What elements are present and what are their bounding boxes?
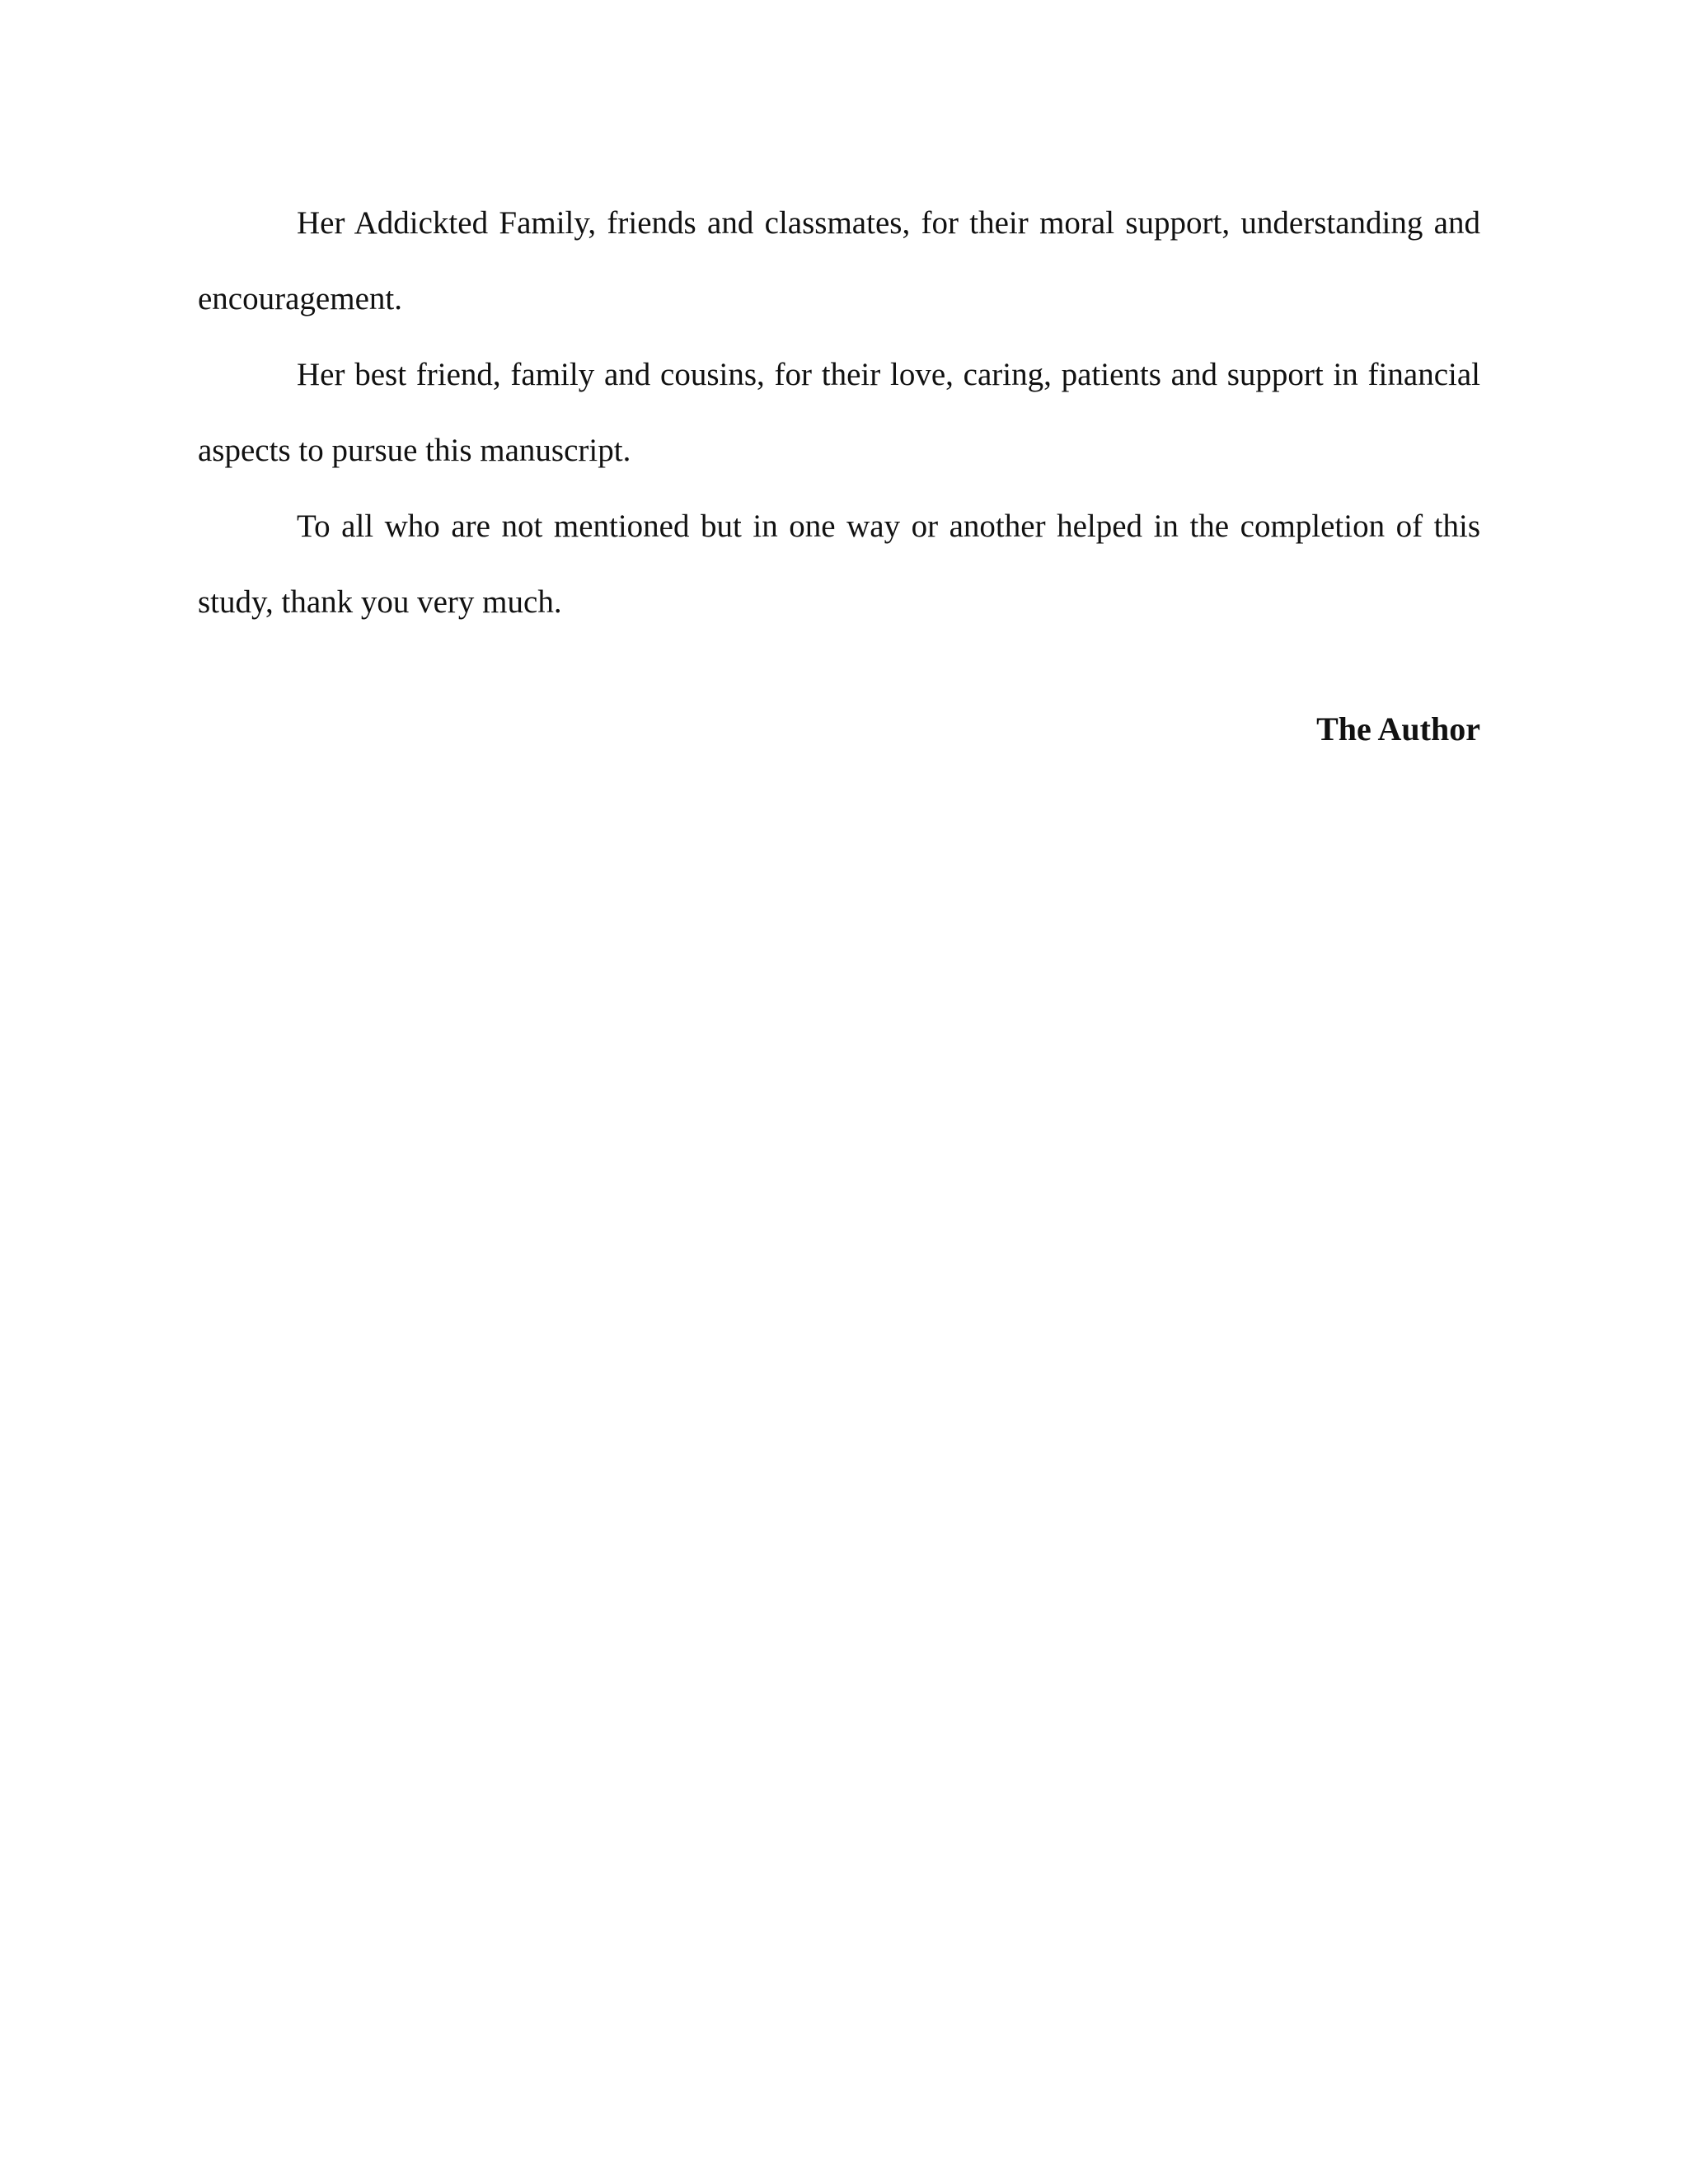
paragraph-closing-thanks: To all who are not mentioned but in one way or another helped in the completion of this study, thank you very much. (198, 509, 1480, 620)
paragraph-family-friends: Her Addickted Family, friends and classmates, for their moral support, understanding and encouragement. (198, 205, 1480, 316)
acknowledgement-body (198, 185, 1480, 767)
paragraph-best-friend-cousins: Her best friend, family and cousins, for their love, caring, patients and support in financial aspects to pursue this manuscript. (198, 357, 1480, 468)
author-signature: The Author (1316, 710, 1480, 748)
